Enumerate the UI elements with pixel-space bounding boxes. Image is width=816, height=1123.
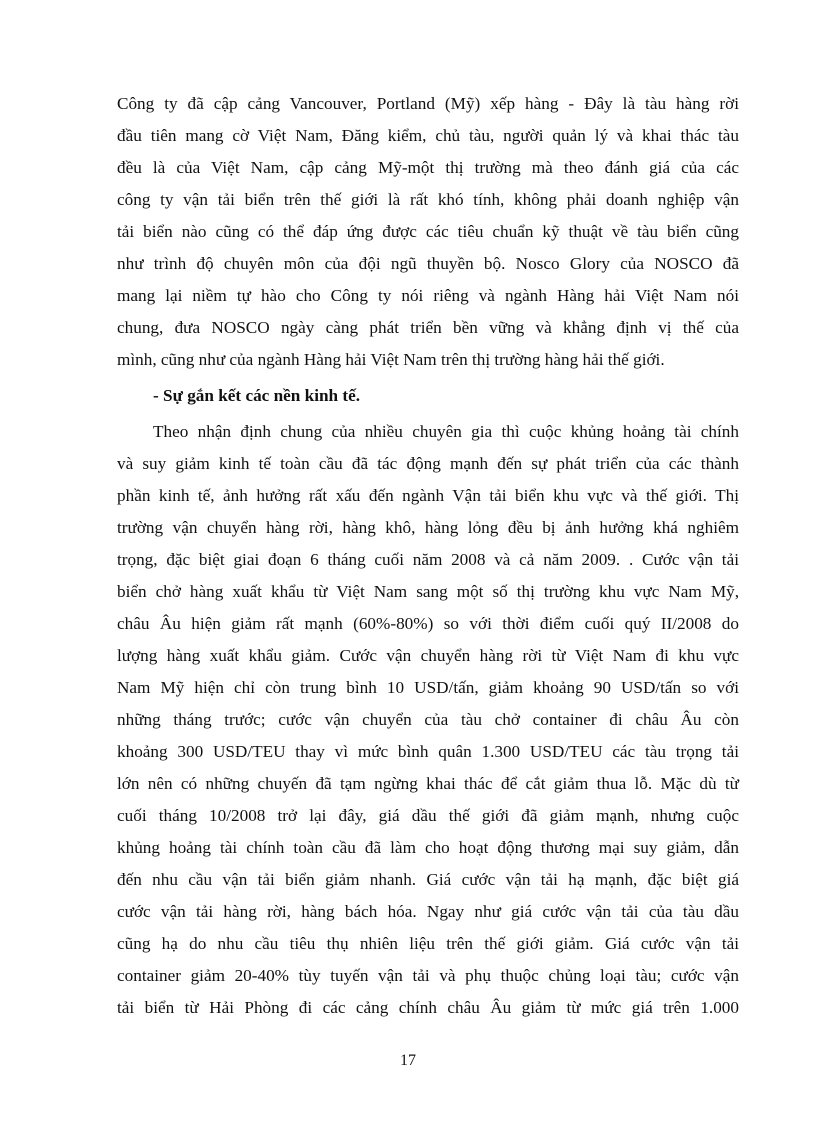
text-line: khủng hoảng tài chính toàn cầu đã làm cho hoạt động thương mại suy giảm, dẫn bbox=[117, 838, 739, 857]
text-line: như trình độ chuyên môn của đội ngũ thuyền bộ. Nosco Glory của NOSCO đã bbox=[117, 254, 739, 273]
text-line: cuối tháng 10/2008 trở lại đây, giá dầu thế giới đã giảm mạnh, nhưng cuộc bbox=[117, 806, 739, 825]
paragraph-1 bbox=[117, 88, 739, 376]
text-line: mình, cũng như của ngành Hàng hải Việt Nam trên thị trường hàng hải thế giới. bbox=[117, 350, 665, 369]
paragraph-2 bbox=[117, 416, 739, 1024]
text-line: cước vận tải hàng rời, hàng bách hóa. Ngay như giá cước vận tải của tàu dầu bbox=[117, 902, 739, 921]
text-line: Công ty đã cập cảng Vancouver, Portland (Mỹ) xếp hàng - Đây là tàu hàng rời bbox=[117, 94, 739, 113]
text-line: và suy giảm kinh tế toàn cầu đã tác động mạnh đến sự phát triển của các thành bbox=[117, 454, 739, 473]
text-line: công ty vận tải biển trên thế giới là rất khó tính, không phải doanh nghiệp vận bbox=[117, 190, 739, 209]
page-number: 17 bbox=[400, 1052, 416, 1069]
text-line: trọng, đặc biệt giai đoạn 6 tháng cuối năm 2008 và cả năm 2009. . Cước vận tải bbox=[117, 550, 739, 569]
text-line: container giảm 20-40% tùy tuyến vận tải và phụ thuộc chủng loại tàu; cước vận bbox=[117, 966, 739, 985]
document-page bbox=[117, 88, 739, 1024]
text-line: đều là của Việt Nam, cập cảng Mỹ-một thị trường mà theo đánh giá của các bbox=[117, 158, 739, 177]
text-line: đầu tiên mang cờ Việt Nam, Đăng kiểm, chủ tàu, người quản lý và khai thác tàu bbox=[117, 126, 739, 145]
text-line: khoảng 300 USD/TEU thay vì mức bình quân 1.300 USD/TEU các tàu trọng tải bbox=[117, 742, 739, 761]
text-line: trường vận chuyển hàng rời, hàng khô, hàng lỏng đều bị ảnh hưởng khá nghiêm bbox=[117, 518, 739, 537]
text-line: châu Âu hiện giảm rất mạnh (60%-80%) so với thời điểm cuối quý II/2008 do bbox=[117, 614, 739, 633]
text-line: Nam Mỹ hiện chỉ còn trung bình 10 USD/tấn, giảm khoảng 90 USD/tấn so với bbox=[117, 678, 739, 697]
text-line: mang lại niềm tự hào cho Công ty nói riêng và ngành Hàng hải Việt Nam nói bbox=[117, 286, 739, 305]
text-line: cũng hạ do nhu cầu tiêu thụ nhiên liệu trên thế giới giảm. Giá cước vận tải bbox=[117, 934, 739, 953]
text-line: tải biển từ Hải Phòng đi các cảng chính châu Âu giảm từ mức giá trên 1.000 bbox=[117, 998, 739, 1017]
section-heading: - Sự gắn kết các nền kinh tế. bbox=[153, 386, 361, 405]
text-line: chung, đưa NOSCO ngày càng phát triển bền vững và khẳng định vị thế của bbox=[117, 318, 739, 337]
text-line: lượng hàng xuất khẩu giảm. Cước vận chuyển hàng rời từ Việt Nam đi khu vực bbox=[117, 646, 739, 665]
text-line: tải biển nào cũng có thể đáp ứng được các tiêu chuẩn kỹ thuật về tàu biển cũng bbox=[117, 222, 739, 241]
text-line: biển chở hàng xuất khẩu từ Việt Nam sang một số thị trường khu vực Nam Mỹ, bbox=[117, 582, 739, 601]
text-line: đến nhu cầu vận tải biển giảm nhanh. Giá cước vận tải hạ mạnh, đặc biệt giá bbox=[117, 870, 739, 889]
text-line: phần kinh tế, ảnh hưởng rất xấu đến ngành Vận tải biển khu vực và thế giới. Thị bbox=[117, 486, 739, 505]
text-line: lớn nên có những chuyến đã tạm ngừng khai thác để cắt giảm thua lỗ. Mặc dù từ bbox=[117, 774, 739, 793]
text-line: Theo nhận định chung của nhiều chuyên gia thì cuộc khủng hoảng tài chính bbox=[153, 422, 739, 441]
text-line: những tháng trước; cước vận chuyển của tàu chở container đi châu Âu còn bbox=[117, 710, 739, 729]
